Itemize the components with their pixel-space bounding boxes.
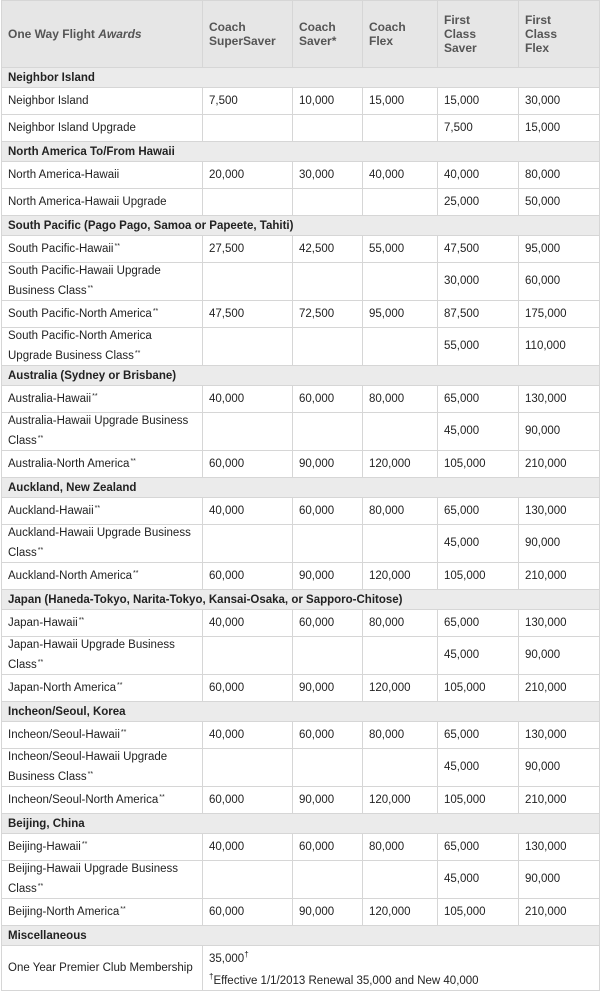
table-row bbox=[2, 413, 600, 451]
table-row bbox=[2, 563, 600, 590]
premier-club-footnote-line bbox=[209, 968, 593, 990]
premier-club-value: 35,000 bbox=[209, 953, 245, 965]
footnote-mark: ** bbox=[120, 729, 127, 736]
miles-cell: 90,000 bbox=[293, 787, 363, 814]
miles-cell: 175,000 bbox=[519, 301, 600, 328]
table-header-row bbox=[2, 1, 600, 68]
route-cell bbox=[2, 749, 203, 787]
miles-cell: 105,000 bbox=[438, 451, 519, 478]
miles-cell: 65,000 bbox=[438, 498, 519, 525]
premier-club-value-line bbox=[209, 946, 593, 968]
miles-cell bbox=[203, 328, 293, 366]
route-cell bbox=[2, 525, 203, 563]
route-name: South Pacific-North America Upgrade Business Class bbox=[8, 330, 152, 362]
miles-cell bbox=[363, 861, 438, 899]
miles-cell: 15,000 bbox=[438, 88, 519, 115]
table-row bbox=[2, 263, 600, 301]
table-row bbox=[2, 610, 600, 637]
table-row bbox=[2, 834, 600, 861]
footnote-mark: ** bbox=[87, 771, 94, 778]
miles-cell: 130,000 bbox=[519, 834, 600, 861]
miles-cell bbox=[203, 115, 293, 142]
section-header bbox=[2, 68, 600, 88]
premier-club-footnote: Effective 1/1/2013 Renewal 35,000 and New 40,000 bbox=[213, 975, 479, 987]
route-name: North America-Hawaii Upgrade bbox=[8, 196, 167, 208]
miles-cell: 90,000 bbox=[519, 413, 600, 451]
footnote-mark: ** bbox=[114, 243, 120, 250]
miles-cell: 120,000 bbox=[363, 675, 438, 702]
miles-cell bbox=[293, 637, 363, 675]
miles-cell: 210,000 bbox=[519, 675, 600, 702]
miles-cell: 30,000 bbox=[293, 162, 363, 189]
miles-cell: 45,000 bbox=[438, 861, 519, 899]
table-row bbox=[2, 328, 600, 366]
miles-cell: 90,000 bbox=[293, 451, 363, 478]
miles-cell: 80,000 bbox=[519, 162, 600, 189]
dagger-mark-footnote: † bbox=[209, 972, 214, 981]
footnote-mark: ** bbox=[78, 617, 85, 624]
miles-cell: 90,000 bbox=[293, 675, 363, 702]
miles-cell bbox=[203, 189, 293, 216]
header-awards bbox=[2, 1, 203, 68]
miles-cell: 40,000 bbox=[203, 498, 293, 525]
miles-cell: 40,000 bbox=[203, 386, 293, 413]
footnote-mark: ** bbox=[37, 659, 44, 666]
table-row bbox=[2, 675, 600, 702]
miles-cell: 45,000 bbox=[438, 413, 519, 451]
miles-cell bbox=[363, 413, 438, 451]
route-name: Japan-Hawaii Upgrade Business Class bbox=[8, 639, 175, 671]
route-name: Neighbor Island bbox=[8, 95, 89, 107]
miles-cell: 80,000 bbox=[363, 834, 438, 861]
route-cell bbox=[2, 498, 203, 525]
miles-cell: 30,000 bbox=[519, 88, 600, 115]
table-row bbox=[2, 637, 600, 675]
route-name: Neighbor Island Upgrade bbox=[8, 122, 136, 134]
table-row bbox=[2, 749, 600, 787]
route-cell bbox=[2, 451, 203, 478]
route-name: Australia-Hawaii bbox=[8, 393, 92, 405]
section-name: Beijing, China bbox=[2, 814, 600, 834]
route-name: Auckland-Hawaii Upgrade Business Class bbox=[8, 527, 191, 559]
miles-cell bbox=[293, 861, 363, 899]
miles-cell: 25,000 bbox=[438, 189, 519, 216]
footnote-mark: ** bbox=[130, 458, 136, 465]
miles-cell: 65,000 bbox=[438, 610, 519, 637]
route-cell bbox=[2, 301, 203, 328]
table-row bbox=[2, 88, 600, 115]
miles-cell: 60,000 bbox=[293, 722, 363, 749]
table-row bbox=[2, 787, 600, 814]
footnote-mark: ** bbox=[134, 350, 141, 357]
route-cell bbox=[2, 675, 203, 702]
miles-cell: 45,000 bbox=[438, 749, 519, 787]
table-row bbox=[2, 189, 600, 216]
section-header bbox=[2, 142, 600, 162]
miles-cell: 90,000 bbox=[519, 749, 600, 787]
miles-cell: 60,000 bbox=[203, 899, 293, 926]
route-cell bbox=[2, 563, 203, 590]
miles-cell: 80,000 bbox=[363, 498, 438, 525]
route-name: Incheon/Seoul-Hawaii Upgrade Business Class bbox=[8, 751, 168, 783]
miles-cell: 90,000 bbox=[293, 899, 363, 926]
section-name: Neighbor Island bbox=[2, 68, 600, 88]
miles-cell: 60,000 bbox=[293, 498, 363, 525]
miles-cell: 60,000 bbox=[203, 675, 293, 702]
section-header bbox=[2, 590, 600, 610]
miles-cell: 7,500 bbox=[203, 88, 293, 115]
table-body bbox=[2, 68, 600, 991]
miles-cell: 65,000 bbox=[438, 722, 519, 749]
route-cell bbox=[2, 328, 203, 366]
table-row bbox=[2, 498, 600, 525]
miles-cell bbox=[203, 525, 293, 563]
route-cell bbox=[2, 787, 203, 814]
table-row bbox=[2, 861, 600, 899]
miles-cell: 50,000 bbox=[519, 189, 600, 216]
header-title-plain: One Way Flight bbox=[8, 27, 95, 41]
miles-cell: 210,000 bbox=[519, 899, 600, 926]
miles-cell bbox=[203, 861, 293, 899]
footnote-mark: ** bbox=[92, 393, 98, 400]
miles-cell bbox=[363, 525, 438, 563]
miles-cell: 55,000 bbox=[438, 328, 519, 366]
section-name: Auckland, New Zealand bbox=[2, 478, 600, 498]
miles-cell bbox=[293, 189, 363, 216]
miles-cell: 105,000 bbox=[438, 563, 519, 590]
dagger-mark: † bbox=[244, 950, 249, 959]
miles-cell: 15,000 bbox=[363, 88, 438, 115]
footnote-mark: ** bbox=[117, 682, 123, 689]
section-header-miscellaneous bbox=[2, 926, 600, 946]
table-row bbox=[2, 162, 600, 189]
miles-cell: 60,000 bbox=[293, 386, 363, 413]
miles-cell bbox=[363, 637, 438, 675]
header-first-class-flex: First Class Flex bbox=[519, 1, 600, 68]
route-cell bbox=[2, 162, 203, 189]
miles-cell bbox=[203, 637, 293, 675]
miles-cell: 130,000 bbox=[519, 498, 600, 525]
miles-cell: 87,500 bbox=[438, 301, 519, 328]
route-cell: One Year Premier Club Membership bbox=[2, 946, 203, 991]
footnote-mark: ** bbox=[120, 906, 126, 913]
header-title-italic: Awards bbox=[98, 27, 142, 41]
miles-cell: 130,000 bbox=[519, 610, 600, 637]
miles-cell bbox=[203, 749, 293, 787]
miles-cell: 90,000 bbox=[293, 563, 363, 590]
miles-cell: 65,000 bbox=[438, 834, 519, 861]
miles-cell: 7,500 bbox=[438, 115, 519, 142]
footnote-mark: ** bbox=[37, 435, 44, 442]
route-name: Australia-Hawaii Upgrade Business Class bbox=[8, 415, 189, 447]
table-row bbox=[2, 301, 600, 328]
miles-cell: 95,000 bbox=[363, 301, 438, 328]
table-row bbox=[2, 525, 600, 563]
miles-cell: 110,000 bbox=[519, 328, 600, 366]
miles-cell bbox=[293, 328, 363, 366]
miles-cell: 120,000 bbox=[363, 451, 438, 478]
miles-cell: 120,000 bbox=[363, 899, 438, 926]
section-header bbox=[2, 702, 600, 722]
miles-cell: 72,500 bbox=[293, 301, 363, 328]
table-row bbox=[2, 451, 600, 478]
miles-cell: 105,000 bbox=[438, 675, 519, 702]
route-cell bbox=[2, 899, 203, 926]
miles-cell: 45,000 bbox=[438, 525, 519, 563]
miles-cell bbox=[363, 749, 438, 787]
miles-cell: 90,000 bbox=[519, 637, 600, 675]
miles-cell: 60,000 bbox=[293, 610, 363, 637]
footnote-mark: ** bbox=[37, 883, 44, 890]
miles-cell: 95,000 bbox=[519, 236, 600, 263]
header-first-class-saver: First Class Saver bbox=[438, 1, 519, 68]
miles-cell bbox=[203, 263, 293, 301]
miles-cell: 10,000 bbox=[293, 88, 363, 115]
miles-cell: 47,500 bbox=[203, 301, 293, 328]
table-row bbox=[2, 115, 600, 142]
miles-cell: 60,000 bbox=[203, 787, 293, 814]
miles-cell: 105,000 bbox=[438, 787, 519, 814]
miles-cell bbox=[363, 115, 438, 142]
miles-cell: 210,000 bbox=[519, 451, 600, 478]
footnote-mark: ** bbox=[87, 285, 94, 292]
miles-cell: 210,000 bbox=[519, 563, 600, 590]
route-name: South Pacific-Hawaii bbox=[8, 243, 114, 255]
miles-cell: 27,500 bbox=[203, 236, 293, 263]
miles-cell: 20,000 bbox=[203, 162, 293, 189]
route-name: North America-Hawaii bbox=[8, 169, 120, 181]
section-name: South Pacific (Pago Pago, Samoa or Papeete, Tahiti) bbox=[2, 216, 600, 236]
miles-cell: 120,000 bbox=[363, 563, 438, 590]
footnote-mark: ** bbox=[81, 841, 88, 848]
section-name: Australia (Sydney or Brisbane) bbox=[2, 366, 600, 386]
header-coach-flex: Coach Flex bbox=[363, 1, 438, 68]
route-name: Incheon/Seoul-Hawaii bbox=[8, 729, 120, 741]
miles-cell: 60,000 bbox=[203, 563, 293, 590]
miles-cell: 42,500 bbox=[293, 236, 363, 263]
table-row bbox=[2, 386, 600, 413]
miles-cell bbox=[293, 749, 363, 787]
footnote-mark: ** bbox=[37, 547, 44, 554]
footnote-mark: ** bbox=[152, 308, 159, 315]
table-row bbox=[2, 899, 600, 926]
miles-cell: 210,000 bbox=[519, 787, 600, 814]
awards-table bbox=[1, 0, 600, 991]
route-cell bbox=[2, 189, 203, 216]
miles-cell: 120,000 bbox=[363, 787, 438, 814]
miles-cell: 80,000 bbox=[363, 610, 438, 637]
miles-cell: 40,000 bbox=[203, 610, 293, 637]
route-name: Beijing-Hawaii Upgrade Business Class bbox=[8, 863, 179, 895]
miles-cell: 30,000 bbox=[438, 263, 519, 301]
miles-cell: 60,000 bbox=[519, 263, 600, 301]
footnote-mark: ** bbox=[133, 570, 139, 577]
route-cell bbox=[2, 637, 203, 675]
miles-cell: 47,500 bbox=[438, 236, 519, 263]
section-name: North America To/From Hawaii bbox=[2, 142, 600, 162]
header-coach-supersaver: Coach SuperSaver bbox=[203, 1, 293, 68]
miles-cell: 40,000 bbox=[203, 722, 293, 749]
miles-cell bbox=[293, 525, 363, 563]
miles-cell bbox=[363, 189, 438, 216]
route-cell bbox=[2, 263, 203, 301]
route-name: Incheon/Seoul-North America bbox=[8, 794, 159, 806]
miles-cell bbox=[293, 115, 363, 142]
footnote-mark: ** bbox=[94, 505, 101, 512]
route-cell bbox=[2, 88, 203, 115]
section-name: Miscellaneous bbox=[2, 926, 600, 946]
section-header bbox=[2, 216, 600, 236]
section-name: Japan (Haneda-Tokyo, Narita-Tokyo, Kansai-Osaka, or Sapporo-Chitose) bbox=[2, 590, 600, 610]
miles-cell: 130,000 bbox=[519, 722, 600, 749]
section-header bbox=[2, 814, 600, 834]
miles-cell bbox=[363, 328, 438, 366]
miles-cell bbox=[293, 413, 363, 451]
miles-cell: 90,000 bbox=[519, 861, 600, 899]
table-row bbox=[2, 722, 600, 749]
miles-cell: 130,000 bbox=[519, 386, 600, 413]
route-name: Japan-North America bbox=[8, 682, 117, 694]
miles-cell: 90,000 bbox=[519, 525, 600, 563]
miles-cell: 105,000 bbox=[438, 899, 519, 926]
route-name: Beijing-North America bbox=[8, 906, 120, 918]
miles-cell: 55,000 bbox=[363, 236, 438, 263]
miles-cell: 40,000 bbox=[363, 162, 438, 189]
footnote-mark: ** bbox=[159, 794, 165, 801]
route-name: Japan-Hawaii bbox=[8, 617, 78, 629]
miles-cell: 40,000 bbox=[203, 834, 293, 861]
route-name: South Pacific-North America bbox=[8, 308, 152, 320]
miles-cell: 15,000 bbox=[519, 115, 600, 142]
section-name: Incheon/Seoul, Korea bbox=[2, 702, 600, 722]
miles-cell: 45,000 bbox=[438, 637, 519, 675]
miles-cell: 80,000 bbox=[363, 386, 438, 413]
route-name: Australia-North America bbox=[8, 458, 130, 470]
route-cell bbox=[2, 861, 203, 899]
route-cell bbox=[2, 236, 203, 263]
route-cell bbox=[2, 413, 203, 451]
route-name: Beijing-Hawaii bbox=[8, 841, 81, 853]
miles-cell: 60,000 bbox=[203, 451, 293, 478]
route-cell bbox=[2, 386, 203, 413]
route-name: Auckland-North America bbox=[8, 570, 132, 582]
miles-cell: 40,000 bbox=[438, 162, 519, 189]
miles-cell bbox=[203, 413, 293, 451]
route-cell bbox=[2, 610, 203, 637]
section-header bbox=[2, 478, 600, 498]
miles-cell: 65,000 bbox=[438, 386, 519, 413]
premier-club-value-cell bbox=[203, 946, 600, 991]
miles-cell bbox=[293, 263, 363, 301]
route-name: South Pacific-Hawaii Upgrade Business Class bbox=[8, 265, 161, 297]
header-coach-saver: Coach Saver* bbox=[293, 1, 363, 68]
table-row bbox=[2, 236, 600, 263]
route-cell bbox=[2, 834, 203, 861]
route-cell bbox=[2, 115, 203, 142]
route-name: Auckland-Hawaii bbox=[8, 505, 94, 517]
table-row-premier-club bbox=[2, 946, 600, 991]
miles-cell bbox=[363, 263, 438, 301]
miles-cell: 80,000 bbox=[363, 722, 438, 749]
route-cell bbox=[2, 722, 203, 749]
miles-cell: 60,000 bbox=[293, 834, 363, 861]
section-header bbox=[2, 366, 600, 386]
